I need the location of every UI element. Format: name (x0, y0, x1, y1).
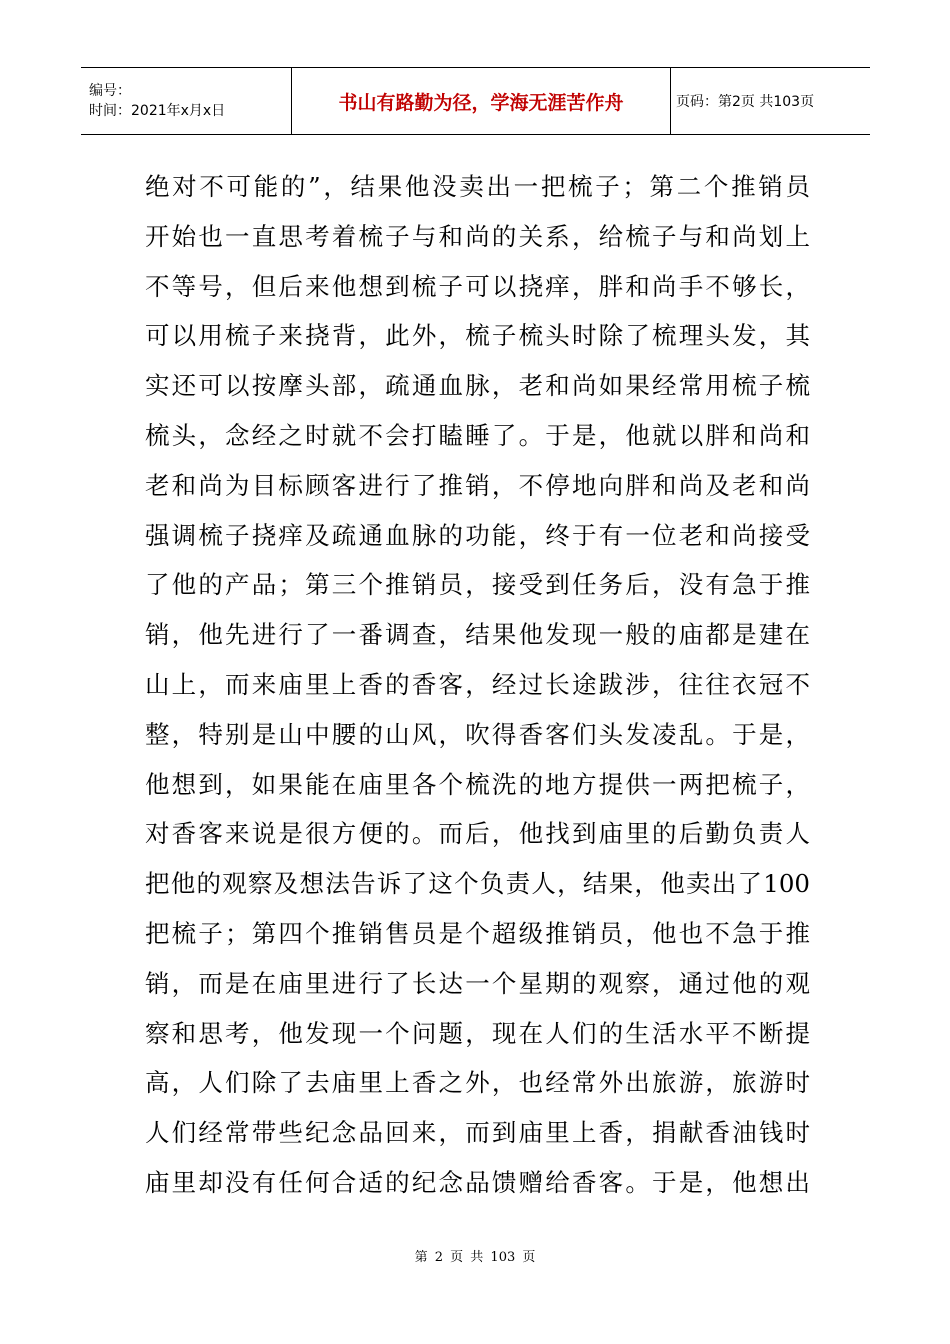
body-line: 把他的观察及想法告诉了这个负责人，结果，他卖出了100 (145, 869, 810, 899)
body-line: 强调梳子挠痒及疏通血脉的功能，终于有一位老和尚接受 (145, 520, 810, 550)
body-line: 庙里却没有任何合适的纪念品馈赠给香客。于是，他想出 (145, 1167, 810, 1197)
page-footer: 第 2 页 共 103 页 (414, 1250, 536, 1265)
body-line: 人们经常带些纪念品回来，而到庙里上香，捐献香油钱时 (145, 1118, 810, 1148)
body-line: 把梳子；第四个推销售员是个超级推销员，他也不急于推 (145, 918, 810, 948)
body-line: 对香客来说是很方便的。而后，他找到庙里的后勤负责人 (145, 819, 810, 849)
document-header (81, 67, 870, 135)
header-motto: 书山有路勤为径，学海无涯苦作舟 (292, 68, 671, 135)
body-line: 山上，而来庙里上香的香客，经过长途跋涉，往往衣冠不 (145, 669, 810, 699)
body-line: 销，而是在庙里进行了长达一个星期的观察，通过他的观 (145, 968, 810, 998)
body-line: 销，他先进行了一番调查，结果他发现一般的庙都是建在 (145, 620, 810, 650)
body-line: 梳头，念经之时就不会打瞌睡了。于是，他就以胖和尚和 (145, 420, 810, 450)
document-number-label: 编号： (89, 83, 131, 99)
body-line: 不等号，但后来他想到梳子可以挠痒，胖和尚手不够长， (145, 271, 810, 301)
body-line: 察和思考，他发现一个问题，现在人们的生活水平不断提 (145, 1018, 810, 1048)
body-line: 老和尚为目标顾客进行了推销，不停地向胖和尚及老和尚 (145, 470, 810, 500)
body-line: 实还可以按摩头部，疏通血脉，老和尚如果经常用梳子梳 (145, 371, 810, 401)
body-line: 整，特别是山中腰的山风，吹得香客们头发凌乱。于是， (145, 719, 810, 749)
header-left-cell (81, 68, 292, 135)
document-date: 时间：2021年x月x日 (89, 103, 226, 119)
body-line: 他想到，如果能在庙里各个梳洗的地方提供一两把梳子， (145, 769, 810, 799)
body-line: 可以用梳子来挠背，此外，梳子梳头时除了梳理头发，其 (145, 321, 810, 351)
body-line: 了他的产品；第三个推销员，接受到任务后，没有急于推 (145, 570, 810, 600)
body-line: 高，人们除了去庙里上香之外，也经常外出旅游，旅游时 (145, 1068, 810, 1098)
document-body (145, 162, 810, 1208)
body-line: 绝对不可能的”，结果他没卖出一把梳子；第二个推销员 (145, 172, 810, 201)
header-page-info: 页码：第2页 共103页 (671, 68, 871, 135)
body-line: 开始也一直思考着梳子与和尚的关系，给梳子与和尚划上 (145, 221, 810, 251)
